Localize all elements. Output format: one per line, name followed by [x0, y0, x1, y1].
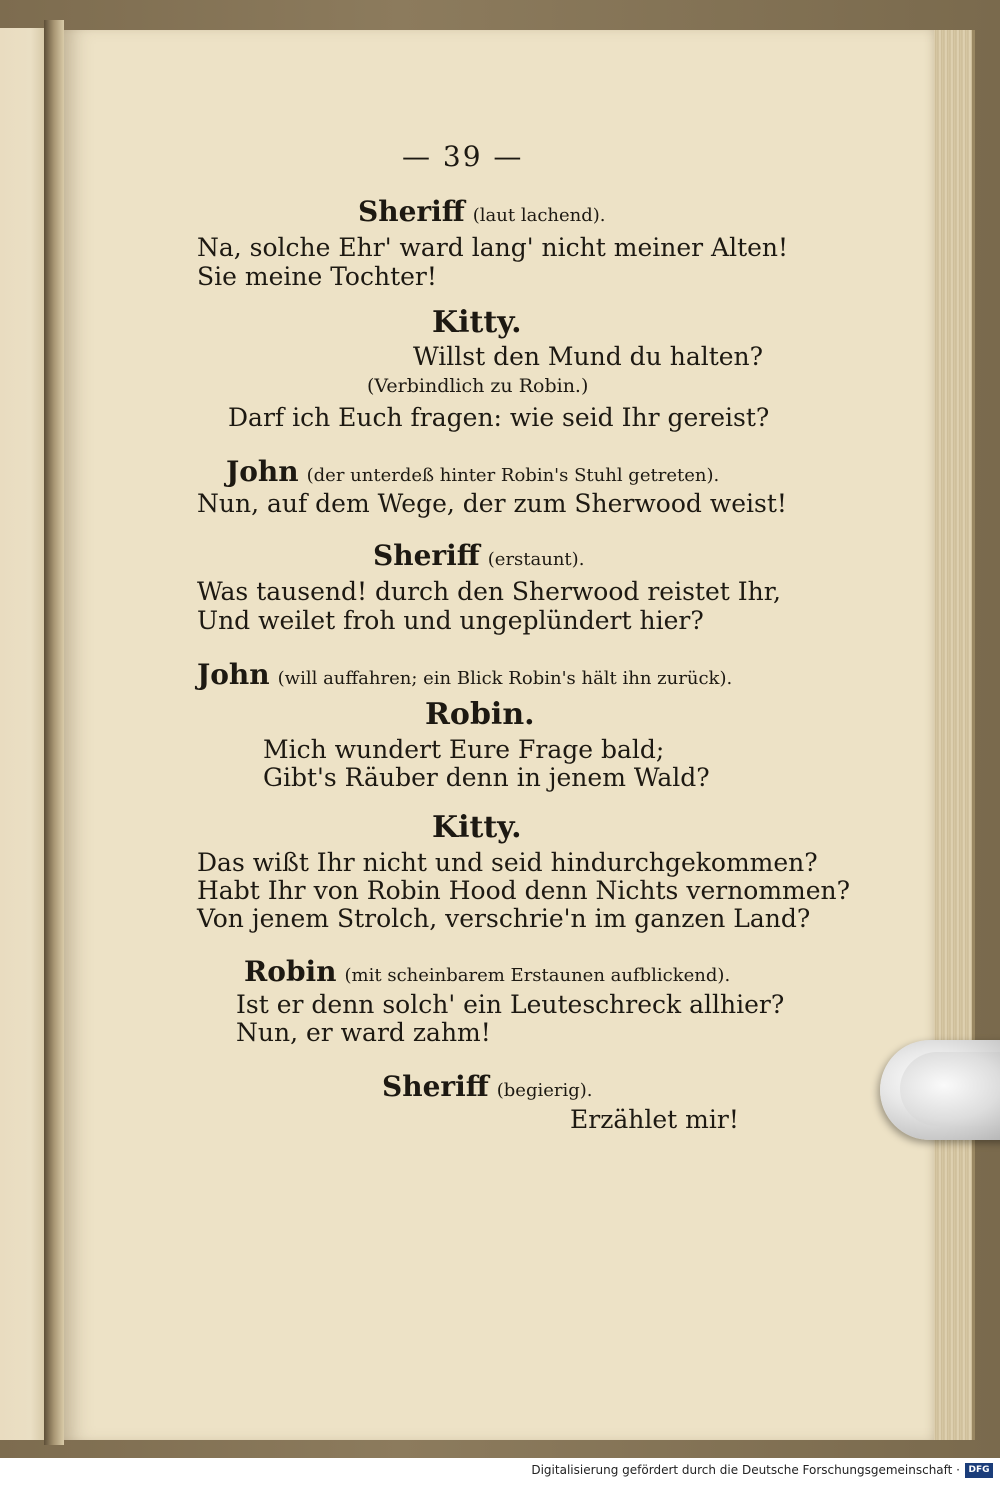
speaker-heading: Kitty. [432, 810, 522, 845]
verse-line: Erzählet mir! [570, 1105, 739, 1134]
stage-direction: (erstaunt). [487, 549, 585, 570]
speaker-name: John [226, 455, 299, 488]
facing-page-edge [0, 28, 46, 1440]
glass-page-weight-highlight [900, 1052, 1000, 1126]
stage-direction: (will auffahren; ein Blick Robin's hält ihn zurück). [277, 668, 733, 689]
verse-line: Das wißt Ihr nicht und seid hindurchgekommen? [197, 848, 818, 877]
stage-direction: (Verbindlich zu Robin.) [367, 375, 589, 397]
speaker-heading [358, 195, 606, 228]
verse-line: Darf ich Euch fragen: wie seid Ihr gereist? [228, 403, 770, 432]
verse-line: Und weilet froh und ungeplündert hier? [197, 606, 704, 635]
speaker-heading [197, 658, 732, 691]
speaker-name: Sheriff [358, 195, 465, 228]
footer-credit: Digitalisierung gefördert durch die Deutsche Forschungsgemeinschaft · [531, 1463, 960, 1477]
speaker-name: Sheriff [373, 539, 480, 572]
verse-line: Mich wundert Eure Frage bald; [263, 735, 665, 764]
speaker-heading: Kitty. [432, 305, 522, 340]
verse-line: Gibt's Räuber denn in jenem Wald? [263, 763, 710, 792]
verse-line: Ist er denn solch' ein Leuteschreck allhier? [236, 990, 785, 1019]
verse-line: Willst den Mund du halten? [413, 342, 764, 371]
verse-line: Nun, auf dem Wege, der zum Sherwood weist! [197, 489, 787, 518]
dfg-logo: DFG [965, 1463, 993, 1478]
page-number: — 39 — [402, 140, 524, 173]
stage-direction: (mit scheinbarem Erstaunen aufblickend). [344, 965, 731, 986]
page-stack-edge [930, 30, 975, 1440]
speaker-heading [244, 955, 730, 988]
speaker-heading: Robin. [425, 697, 535, 732]
speaker-name: Sheriff [382, 1070, 489, 1103]
speaker-heading [373, 539, 584, 572]
speaker-name: John [197, 658, 270, 691]
speaker-heading [226, 455, 719, 488]
verse-line: Na, solche Ehr' ward lang' nicht meiner Alten! [197, 233, 789, 262]
verse-line: Habt Ihr von Robin Hood denn Nichts vernommen? [197, 876, 851, 905]
speaker-heading [382, 1070, 593, 1103]
speaker-name: Robin [244, 955, 337, 988]
book-gutter [44, 20, 64, 1445]
verse-line: Nun, er ward zahm! [236, 1018, 491, 1047]
verse-line: Von jenem Strolch, verschrie'n im ganzen Land? [197, 904, 811, 933]
stage-direction: (laut lachend). [472, 205, 606, 226]
verse-line: Sie meine Tochter! [197, 262, 437, 291]
stage-direction: (begierig). [496, 1080, 593, 1101]
stage-direction: (der unterdeß hinter Robin's Stuhl getreten). [306, 465, 720, 486]
verse-line: Was tausend! durch den Sherwood reistet Ihr, [197, 577, 781, 606]
